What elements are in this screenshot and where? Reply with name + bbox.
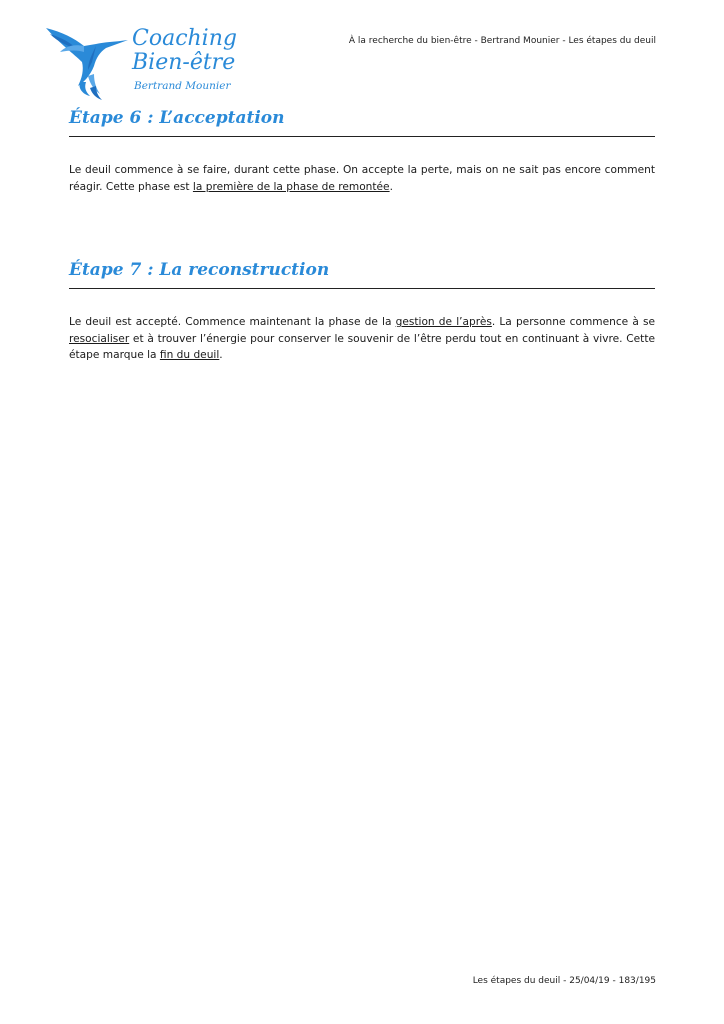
- logo-line-coaching: Coaching: [132, 26, 237, 51]
- logo-line-author: Bertrand Mounier: [134, 80, 231, 92]
- section-paragraph-reconstruction: [69, 314, 655, 364]
- underlined-phrase: gestion de l’après: [395, 316, 492, 328]
- logo: [44, 24, 244, 102]
- paragraph-text: et à trouver l’énergie pour conserver le souvenir de l’être perdu tout en continuant à vivre. Cette étape marque la: [69, 332, 655, 361]
- heading-rule: [69, 136, 655, 137]
- heading-rule: [69, 288, 655, 289]
- page-footer: Les étapes du deuil - 25/04/19 - 183/195: [472, 976, 656, 986]
- section-heading-acceptation: Étape 6 : L’acceptation: [69, 108, 285, 128]
- section-paragraph-acceptation: [69, 162, 655, 195]
- hummingbird-icon: [44, 24, 134, 102]
- paragraph-text: . La personne commence à se: [491, 316, 656, 328]
- underlined-phrase: fin du deuil: [159, 349, 220, 361]
- logo-line-bien-etre: Bien-être: [132, 50, 236, 75]
- paragraph-text: Le deuil commence à se faire, durant cette phase. On accepte la perte, mais on ne sait pas encore comment réagir. Cette phase est: [69, 164, 655, 193]
- paragraph-text: .: [389, 180, 393, 193]
- paragraph-text: .: [219, 349, 223, 361]
- underlined-phrase: la première de la phase de remontée: [192, 180, 390, 193]
- running-header: À la recherche du bien-être - Bertrand Mounier - Les étapes du deuil: [348, 36, 656, 46]
- paragraph-text: Le deuil est accepté. Commence maintenant la phase de la: [69, 316, 396, 328]
- section-heading-reconstruction: Étape 7 : La reconstruction: [69, 260, 330, 280]
- underlined-phrase: resocialiser: [69, 332, 130, 345]
